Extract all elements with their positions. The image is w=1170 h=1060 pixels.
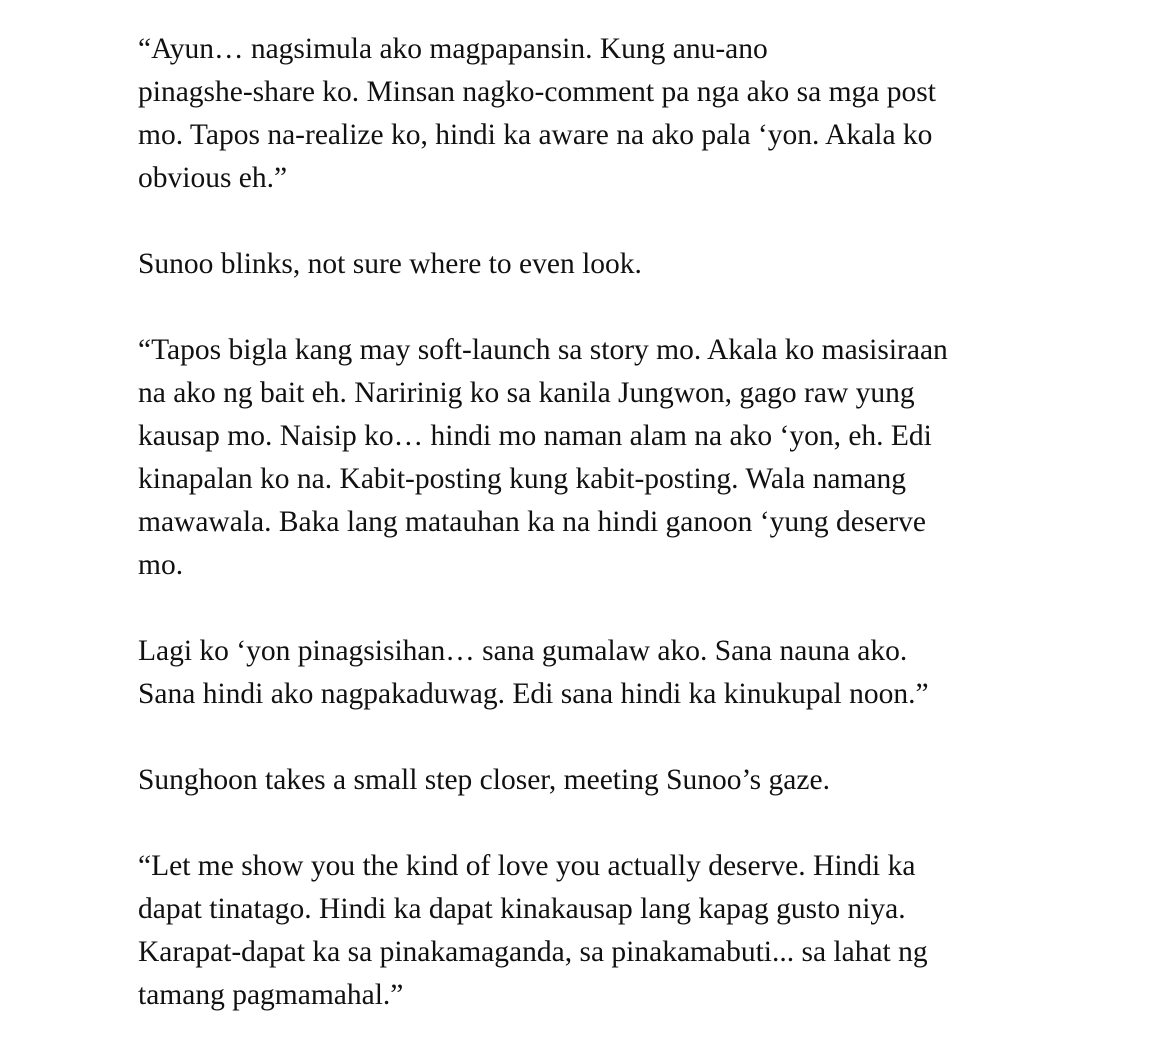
text-line: mo. xyxy=(138,549,184,581)
paragraph xyxy=(138,630,1038,716)
paragraph xyxy=(138,329,1038,587)
text-line: Sunghoon takes a small step closer, meeting Sunoo’s gaze. xyxy=(138,764,830,796)
paragraph xyxy=(138,28,1038,200)
text-line: tamang pagmamahal.” xyxy=(138,979,404,1011)
text-line: mo. Tapos na-realize ko, hindi ka aware na ako pala ‘yon. Akala ko xyxy=(138,119,933,151)
text-line: Karapat-dapat ka sa pinakamaganda, sa pinakamabuti... sa lahat ng xyxy=(138,936,928,968)
text-line: kausap mo. Naisip ko… hindi mo naman alam na ako ‘yon, eh. Edi xyxy=(138,420,932,452)
text-line: Sana hindi ako nagpakaduwag. Edi sana hindi ka kinukupal noon.” xyxy=(138,678,929,710)
text-line: “Tapos bigla kang may soft-launch sa story mo. Akala ko masisiraan xyxy=(138,334,948,366)
text-line: Lagi ko ‘yon pinagsisihan… sana gumalaw ako. Sana nauna ako. xyxy=(138,635,908,667)
paragraph xyxy=(138,845,1038,1017)
text-line: pinagshe-share ko. Minsan nagko-comment pa nga ako sa mga post xyxy=(138,76,936,108)
text-line: Sunoo blinks, not sure where to even look. xyxy=(138,248,642,280)
document-page xyxy=(138,28,1038,1060)
text-line: obvious eh.” xyxy=(138,162,288,194)
paragraph xyxy=(138,759,1038,802)
text-line: dapat tinatago. Hindi ka dapat kinakausap lang kapag gusto niya. xyxy=(138,893,906,925)
text-line: mawawala. Baka lang matauhan ka na hindi ganoon ‘yung deserve xyxy=(138,506,927,538)
text-line: kinapalan ko na. Kabit-posting kung kabit-posting. Wala namang xyxy=(138,463,907,495)
text-line: “Let me show you the kind of love you actually deserve. Hindi ka xyxy=(138,850,916,882)
text-line: na ako ng bait eh. Naririnig ko sa kanila Jungwon, gago raw yung xyxy=(138,377,915,409)
paragraph xyxy=(138,243,1038,286)
text-line: “Ayun… nagsimula ako magpapansin. Kung anu-ano xyxy=(138,33,768,65)
